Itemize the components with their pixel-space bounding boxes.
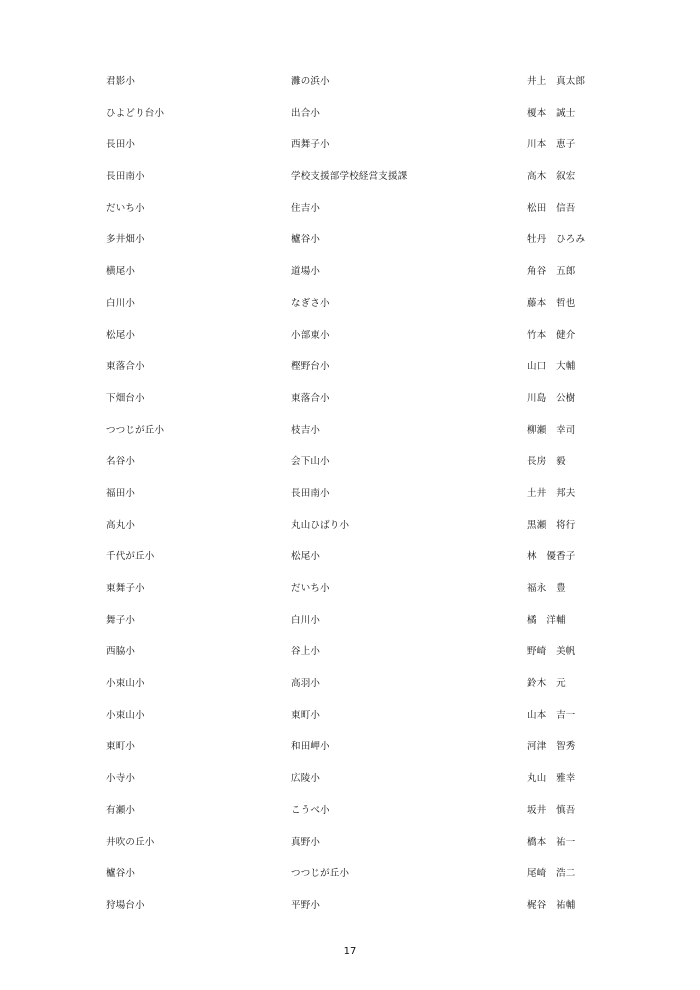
person-name-cell: 井上 真太郎 [527,76,586,87]
person-name-cell: 柳瀬 幸司 [527,424,576,436]
new-school-cell: 櫨谷小 [291,234,321,246]
table-row [0,477,700,509]
previous-school-cell: 横尾小 [106,266,136,278]
previous-school-cell: 千代が丘小 [106,551,155,563]
person-name-cell: 川島 公樹 [527,392,576,404]
person-name-cell: 松田 信吾 [527,202,576,214]
previous-school-cell: 東落合小 [106,361,145,373]
table-row [0,604,700,636]
table-row [0,540,700,572]
new-school-cell: 真野小 [291,836,321,848]
previous-school-cell: 君影小 [106,76,136,87]
new-school-cell: 東落合小 [291,392,330,404]
person-name-cell: 橘 洋輔 [527,614,566,626]
person-name-cell: 高木 叙宏 [527,171,576,183]
new-school-cell: 松尾小 [291,551,321,563]
person-name-cell: 黒瀬 将行 [527,519,576,531]
previous-school-cell: 下畑台小 [106,392,145,404]
new-school-cell: なぎさ小 [291,297,330,309]
previous-school-cell: 松尾小 [106,329,136,341]
new-school-cell: こうべ小 [291,804,330,816]
previous-school-cell: 名谷小 [106,456,136,468]
person-name-cell: 福永 豊 [527,583,566,594]
table-row [0,160,700,192]
table-row [0,794,700,826]
previous-school-cell: 井吹の丘小 [106,836,155,848]
table-row [0,762,700,794]
previous-school-cell: 西脇小 [106,646,136,658]
new-school-cell: つつじが丘小 [291,868,350,880]
table-row [0,65,700,97]
table-row [0,445,700,477]
new-school-cell: 東町小 [291,709,321,721]
person-name-cell: 林 優香子 [527,551,576,563]
person-name-cell: 橋本 祐一 [527,836,576,848]
new-school-cell: 灘の浜小 [291,76,330,87]
previous-school-cell: 福田小 [106,487,136,499]
table-row [0,192,700,224]
table-row [0,857,700,889]
previous-school-cell: 舞子小 [106,614,136,626]
person-name-cell: 丸山 雅幸 [527,773,576,785]
person-name-cell: 梶谷 祐輔 [527,899,576,911]
table-row [0,572,700,604]
new-school-cell: 広陵小 [291,773,321,785]
previous-school-cell: 長田南小 [106,171,145,183]
previous-school-cell: 小寺小 [106,773,136,785]
table-row [0,730,700,762]
previous-school-cell: 長田小 [106,139,136,151]
person-name-cell: 尾崎 浩二 [527,868,576,880]
previous-school-cell: 高丸小 [106,519,136,531]
previous-school-cell: 東町小 [106,741,136,753]
new-school-cell: 和田岬小 [291,741,330,753]
table-row [0,667,700,699]
person-name-cell: 野崎 美帆 [527,646,576,658]
table-row [0,128,700,160]
new-school-cell: 平野小 [291,899,321,911]
previous-school-cell: 多井畑小 [106,234,145,246]
person-name-cell: 鈴木 元 [527,678,566,690]
personnel-table [0,65,700,921]
person-name-cell: 長房 毅 [527,456,566,468]
person-name-cell: 角谷 五郎 [527,266,576,278]
person-name-cell: 坂井 慎吾 [527,804,576,816]
previous-school-cell: 東舞子小 [106,583,145,594]
previous-school-cell: つつじが丘小 [106,424,165,436]
person-name-cell: 山本 吉一 [527,709,576,721]
new-school-cell: 長田南小 [291,487,330,499]
person-name-cell: 土井 邦夫 [527,487,576,499]
table-row [0,509,700,541]
person-name-cell: 藤本 哲也 [527,297,576,309]
table-row [0,350,700,382]
previous-school-cell: 櫨谷小 [106,868,136,880]
person-name-cell: 竹本 健介 [527,329,576,341]
table-row [0,414,700,446]
person-name-cell: 榎本 誠士 [527,107,576,119]
previous-school-cell: 狩場台小 [106,899,145,911]
previous-school-cell: 白川小 [106,297,136,309]
previous-school-cell: ひよどり台小 [106,107,165,119]
new-school-cell: 西舞子小 [291,139,330,151]
table-row [0,223,700,255]
person-name-cell: 山口 大輔 [527,361,576,373]
new-school-cell: 高羽小 [291,678,321,690]
new-school-cell: 住吉小 [291,202,321,214]
table-row [0,382,700,414]
person-name-cell: 川本 恵子 [527,139,576,151]
page-number: 17 [343,946,357,957]
new-school-cell: 道場小 [291,266,321,278]
new-school-cell: 谷上小 [291,646,321,658]
person-name-cell: 牡丹 ひろみ [527,234,586,246]
new-school-cell: 丸山ひばり小 [291,519,350,531]
previous-school-cell: 小束山小 [106,678,145,690]
new-school-cell: 学校支援部学校経営支援課 [291,171,408,183]
table-row [0,97,700,129]
previous-school-cell: 小束山小 [106,709,145,721]
table-row [0,255,700,287]
table-row [0,699,700,731]
new-school-cell: 小部東小 [291,329,330,341]
new-school-cell: 枝吉小 [291,424,321,436]
table-row [0,287,700,319]
new-school-cell: だいち小 [291,583,330,594]
new-school-cell: 会下山小 [291,456,330,468]
table-row [0,826,700,858]
new-school-cell: 出合小 [291,107,321,119]
table-row [0,635,700,667]
previous-school-cell: だいち小 [106,202,145,214]
previous-school-cell: 有瀬小 [106,804,136,816]
new-school-cell: 白川小 [291,614,321,626]
new-school-cell: 樫野台小 [291,361,330,373]
table-row [0,889,700,921]
person-name-cell: 河津 智秀 [527,741,576,753]
table-row [0,319,700,351]
